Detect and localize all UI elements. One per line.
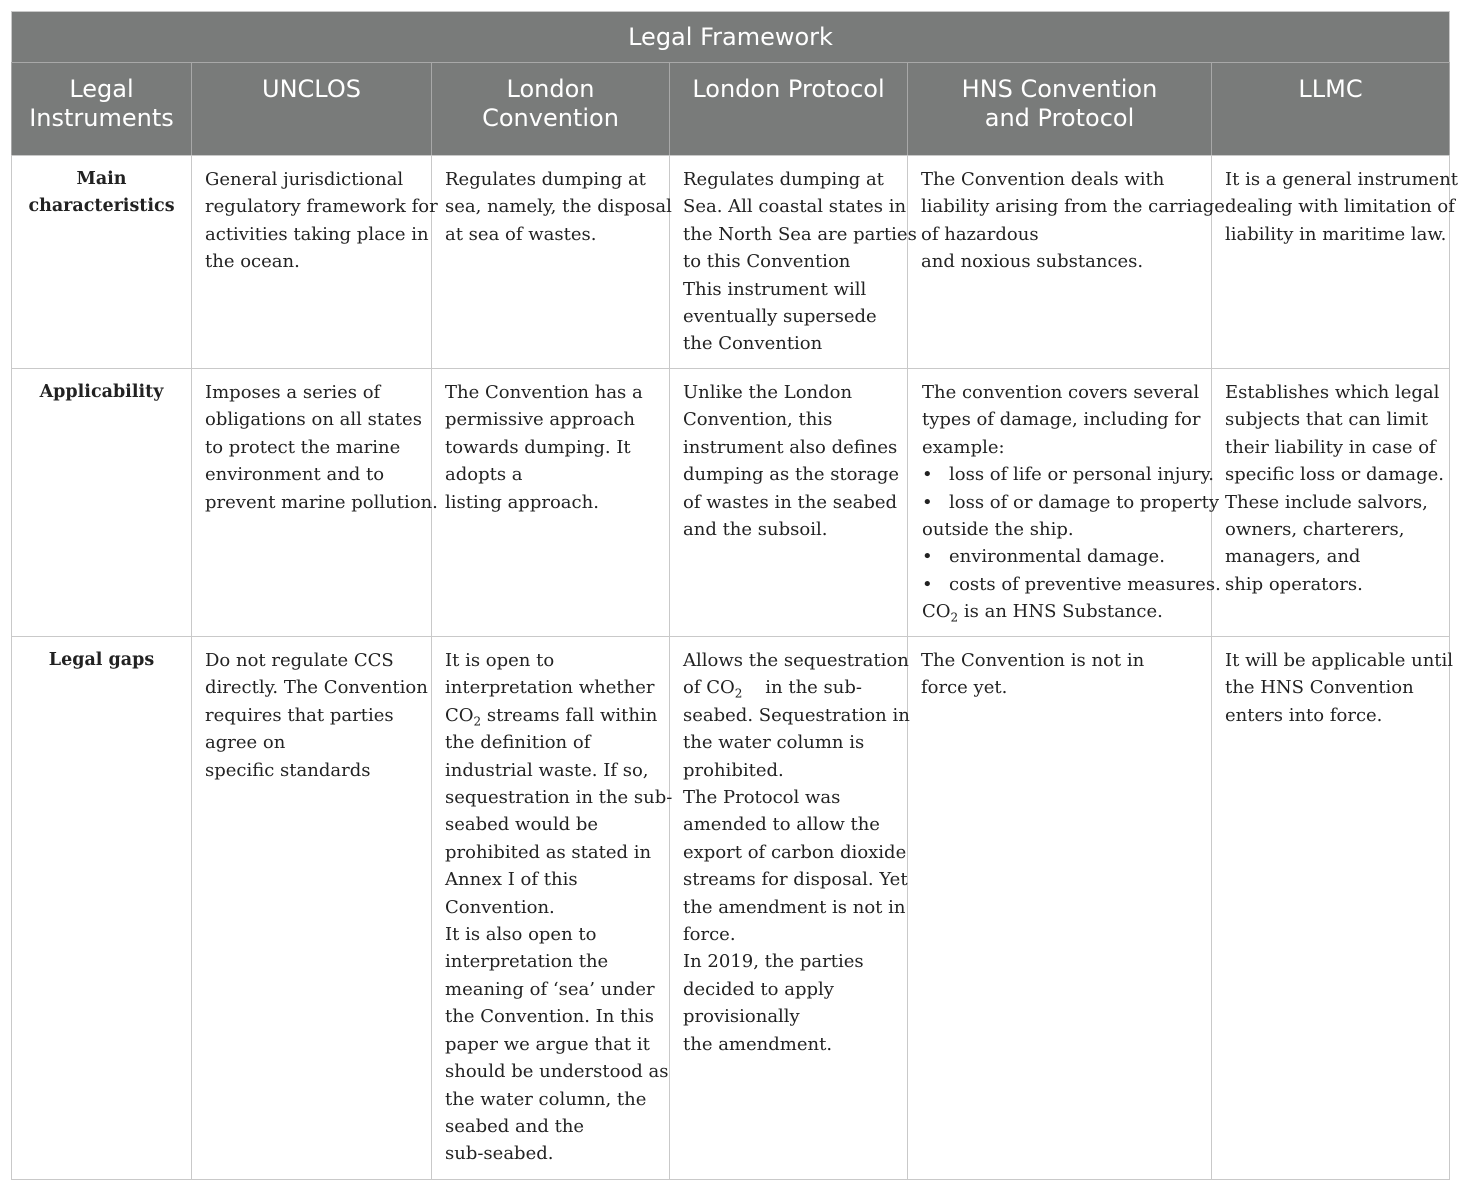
cell-line: Do not regulate CCS [205,650,394,671]
cell-line: liability in maritime law. [1225,223,1447,245]
cell-line: Establishes which legal [1225,382,1440,403]
table-row [12,369,1450,637]
cell-line: sequestration in the sub- [445,787,673,809]
cell-line: Regulates dumping at [445,169,646,190]
cell-line: General jurisdictional [205,169,404,190]
cell-line: The Protocol was [683,787,841,809]
header-line: Instruments [29,104,174,132]
cell-line: to protect the marine [205,436,401,458]
table-title: Legal Framework [12,12,1450,63]
cell-line: subjects that can limit [1225,409,1429,431]
header-london-convention [432,63,670,156]
cell-line: the definition of [445,732,591,754]
cell-line: dumping as the storage [683,464,900,486]
cell-line: owners, charterers, [1225,519,1405,541]
header-line: UNCLOS [262,75,361,103]
cell-line: directly. The Convention [205,677,428,699]
cell-line: the amendment. [683,1033,833,1055]
co2-subscript: 2 [950,610,959,625]
cell-line: In 2019, the parties [683,951,864,973]
cell-line: The Convention has a [445,382,643,403]
cell-line: and noxious substances. [921,251,1144,273]
header-unclos [192,63,432,156]
cell-line: specific standards [205,759,371,781]
cell-line: The Convention deals with [921,169,1165,190]
cell-line: decided to apply [683,978,834,1000]
row-label-main-characteristics [12,156,192,369]
cell-line: the amendment is not in [683,896,906,918]
cell-line: Imposes a series of [205,382,381,403]
cell-line: seabed would be [445,814,599,836]
cell-hns-main [908,156,1225,369]
cell-london-convention-main [432,156,670,369]
cell-hns-gaps [908,637,1212,1180]
cell-line: interpretation the [445,951,609,973]
cell-line: towards dumping. It [445,436,631,458]
cell-unclos-gaps [192,637,432,1180]
co2-line [922,598,1205,625]
cell-line: interpretation whether [445,677,655,699]
cell-line: This instrument will [683,278,867,300]
cell-line: sea, namely, the disposal [445,196,672,218]
cell-line: types of damage, including for [922,409,1201,431]
cell-london-protocol-main [670,156,917,369]
header-line: and Protocol [984,104,1135,132]
cell-line: at sea of wastes. [445,223,597,245]
cell-line: instrument also defines [683,436,898,458]
cell-line: Convention, this [683,409,833,431]
cell-unclos-applicability [192,369,438,637]
header-legal-instruments [12,63,192,156]
bullet-icon: • [922,491,933,513]
cell-line: the Convention. In this [445,1006,654,1028]
cell-line: prohibited. [683,759,784,781]
bullet-icon: • [922,573,933,595]
cell-line: permissive approach [445,409,636,431]
header-line: LLMC [1298,75,1363,103]
co2-line [683,674,901,701]
row-label-line: characteristics [28,196,175,217]
header-line: Legal [69,75,134,103]
header-line: HNS Convention [961,75,1158,103]
bullet-item [922,571,1221,598]
cell-llmc-gaps [1212,637,1454,1180]
cell-llmc-applicability [1212,369,1450,637]
bullet-text: loss of or damage to property [949,491,1220,513]
cell-line: requires that parties [205,704,394,726]
cell-line: the North Sea are parties [683,223,917,245]
co2-subscript: 2 [734,687,743,701]
cell-line: ship operators. [1225,573,1363,595]
cell-line: industrial waste. If so, [445,759,649,781]
cell-line: obligations on all states [205,409,422,431]
row-label-applicability [12,369,192,637]
cell-line: and the subsoil. [683,519,828,541]
cell-line: sub-seabed. [445,1143,554,1165]
cell-line: of wastes in the seabed [683,491,898,513]
cell-london-protocol-applicability [670,369,908,637]
bullet-item [922,461,1215,488]
cell-line: It will be applicable until [1225,650,1454,671]
cell-line: the Convention [683,333,823,355]
cell-london-protocol-gaps [670,637,908,1180]
cell-hns-applicability [908,369,1221,637]
co2-text: CO [445,704,474,726]
cell-unclos-main [192,156,438,369]
cell-line: prevent marine pollution. [205,491,438,513]
header-hns-convention [908,63,1212,156]
cell-line: eventually supersede [683,306,877,328]
bullet-item [922,489,1220,516]
cell-line: managers, and [1225,546,1361,568]
cell-line: prohibited as stated in [445,841,652,863]
row-label-line: Main [76,169,127,189]
cell-line: specific loss or damage. [1225,464,1444,486]
cell-line: liability arising from the carriage [921,196,1225,218]
cell-line: listing approach. [445,491,599,513]
cell-line: seabed. Sequestration in [683,704,910,726]
cell-london-convention-applicability [432,369,670,637]
cell-line: should be understood as [445,1061,669,1083]
cell-line: the HNS Convention [1225,677,1414,699]
cell-line: Annex I of this [445,869,578,891]
co2-subscript: 2 [473,714,482,729]
header-line: London [506,75,595,103]
cell-line: export of carbon dioxide [683,841,907,863]
cell-line: force yet. [921,677,1008,699]
cell-line: of hazardous [921,223,1039,245]
co2-text: in the sub- [742,677,862,699]
cell-london-convention-gaps [432,637,673,1180]
bullet-text: costs of preventive measures. [949,573,1221,595]
cell-line: dealing with limitation of [1225,196,1455,218]
cell-line: example: [922,436,1005,458]
bullet-icon: • [922,464,933,486]
cell-line: provisionally [683,1006,800,1028]
cell-line: amended to allow the [683,814,880,836]
cell-line: meaning of ‘sea’ under [445,978,655,1000]
column-header-row [12,63,1450,156]
cell-line: It is a general instrument [1225,169,1459,190]
co2-text: CO [922,601,951,623]
cell-line: force. [683,924,736,946]
cell-line: seabed and the [445,1115,585,1137]
cell-line: enters into force. [1225,704,1383,726]
cell-llmc-main [1212,156,1459,369]
table-row [12,156,1450,369]
co2-text: of CO [683,677,735,699]
co2-text: streams fall within [481,704,658,726]
cell-line: Regulates dumping at [683,169,884,190]
cell-line: Convention. [445,896,555,918]
cell-line: It is also open to [445,924,597,946]
cell-line: the ocean. [205,251,300,273]
header-london-protocol [670,63,908,156]
header-line: Convention [482,104,619,132]
cell-line: regulatory framework for [205,196,438,218]
cell-line: paper we argue that it [445,1033,650,1055]
row-label-legal-gaps [12,637,192,1180]
cell-line: Allows the sequestration [683,650,909,671]
cell-line: adopts a [445,464,523,486]
row-label-line: Applicability [39,382,164,402]
cell-line: It is open to [445,650,555,671]
cell-line: The Convention is not in [921,650,1145,671]
header-llmc [1212,63,1450,156]
header-line: London Protocol [692,75,885,103]
cell-line: Unlike the London [683,382,853,403]
cell-line: agree on [205,732,286,754]
cell-line: Sea. All coastal states in [683,196,907,218]
legal-framework-table [11,11,1459,1180]
cell-line: the water column, the [445,1088,647,1110]
row-label-line: Legal gaps [48,650,155,670]
cell-line: to this Convention [683,251,851,273]
bullet-text: environmental damage. [949,546,1165,568]
cell-line: streams for disposal. Yet [683,869,908,891]
bullet-icon: • [922,546,933,568]
cell-line: the water column is [683,732,865,754]
cell-line: environment and to [205,464,385,486]
cell-line: activities taking place in [205,223,429,245]
cell-line: These include salvors, [1225,491,1428,513]
table-row [12,637,1450,1180]
cell-line: outside the ship. [922,519,1074,541]
cell-line: their liability in case of [1225,436,1436,458]
bullet-item [922,543,1205,570]
bullet-text: loss of life or personal injury. [949,464,1215,486]
co2-line [445,702,663,729]
cell-line: The convention covers several [922,382,1200,403]
co2-text: is an HNS Substance. [958,601,1163,623]
